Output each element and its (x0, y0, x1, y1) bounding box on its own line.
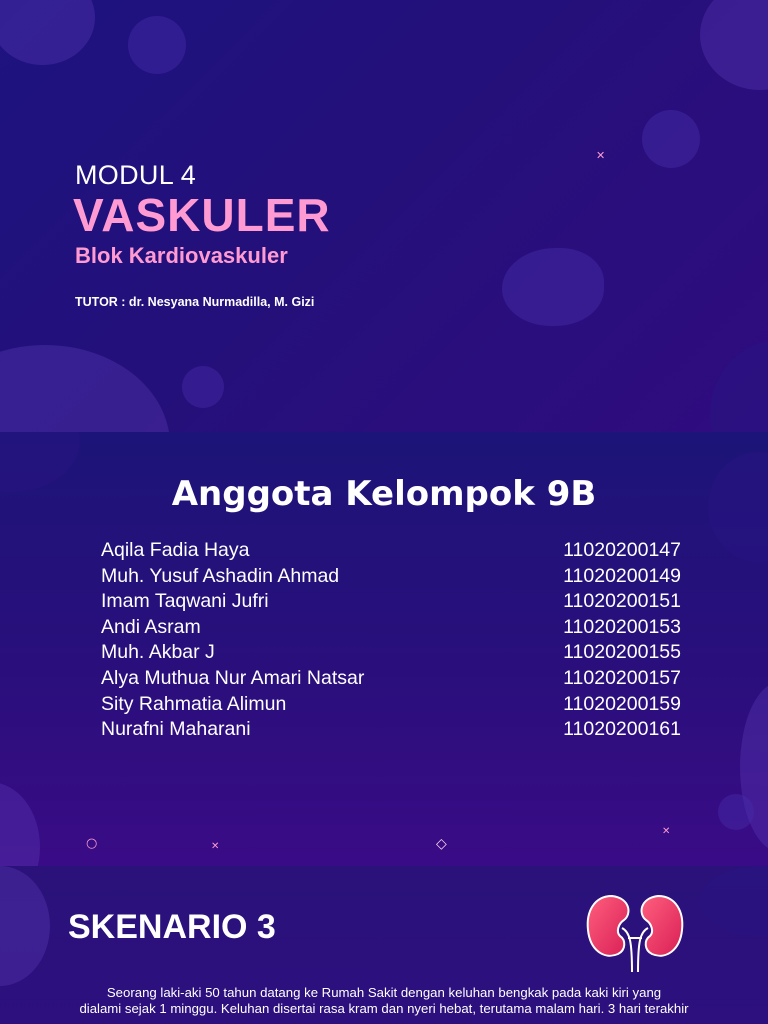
sparkle-icon: ✕ (662, 826, 671, 837)
member-id: 11020200149 (563, 564, 681, 587)
member-id: 11020200157 (563, 666, 681, 689)
list-item (101, 564, 681, 590)
member-name: Andi Asram (101, 615, 201, 638)
member-id: 11020200153 (563, 615, 681, 638)
member-name: Alya Muthua Nur Amari Natsar (101, 666, 365, 689)
decor-blob (128, 16, 186, 74)
decor-blob (0, 345, 170, 432)
decor-blob (642, 110, 700, 168)
list-item (101, 589, 681, 615)
scenario-line: dialami sejak 1 minggu. Keluhan disertai rasa kram dan nyeri hebat, terutama malam hari. 3 hari terakhir (79, 1001, 689, 1016)
scenario-text (30, 985, 738, 1017)
scenario-slide (0, 866, 768, 1024)
member-id: 11020200159 (563, 692, 681, 715)
member-name: Muh. Akbar J (101, 641, 215, 664)
list-item (101, 717, 681, 743)
list-item (101, 615, 681, 641)
module-label: MODUL 4 (75, 160, 197, 190)
list-item (101, 640, 681, 666)
subtitle: Blok Kardiovaskuler (75, 243, 288, 268)
members-heading: Anggota Kelompok 9B (171, 474, 597, 514)
member-id: 11020200155 (563, 641, 681, 664)
decor-blob (0, 866, 50, 986)
members-slide (0, 432, 768, 866)
tutor-line: TUTOR : dr. Nesyana Nurmadilla, M. Gizi (75, 295, 315, 309)
circle-icon: ○ (86, 836, 98, 851)
decor-blob (0, 0, 95, 65)
decor-blob (700, 866, 768, 936)
member-name: Imam Taqwani Jufri (101, 590, 269, 613)
page-title: VASKULER (73, 189, 331, 241)
member-name: Aqila Fadia Haya (101, 539, 250, 561)
member-id: 11020200161 (563, 718, 681, 741)
scenario-heading: SKENARIO 3 (68, 908, 276, 946)
list-item (101, 666, 681, 692)
member-list (101, 538, 681, 743)
kidney-icon (582, 892, 688, 974)
decor-blob (700, 0, 768, 90)
cover-slide (0, 0, 768, 432)
sparkle-icon: ✕ (596, 149, 606, 162)
decor-blob (0, 782, 40, 866)
member-name: Sity Rahmatia Alimun (101, 692, 287, 715)
list-item (101, 692, 681, 718)
member-id: 11020200151 (563, 590, 681, 613)
decor-blob (710, 340, 768, 432)
diamond-icon: ◇ (436, 836, 447, 852)
decor-blob (182, 366, 224, 408)
sparkle-icon: ✕ (211, 841, 220, 852)
decor-blob (718, 794, 754, 830)
member-name: Muh. Yusuf Ashadin Ahmad (101, 564, 340, 587)
member-name: Nurafni Maharani (101, 718, 251, 741)
decor-blob (502, 248, 604, 326)
scenario-line: Seorang laki-aki 50 tahun datang ke Rumah Sakit dengan keluhan bengkak pada kaki kiri yang (106, 985, 662, 1000)
member-id: 11020200147 (563, 539, 681, 561)
list-item (101, 538, 681, 564)
